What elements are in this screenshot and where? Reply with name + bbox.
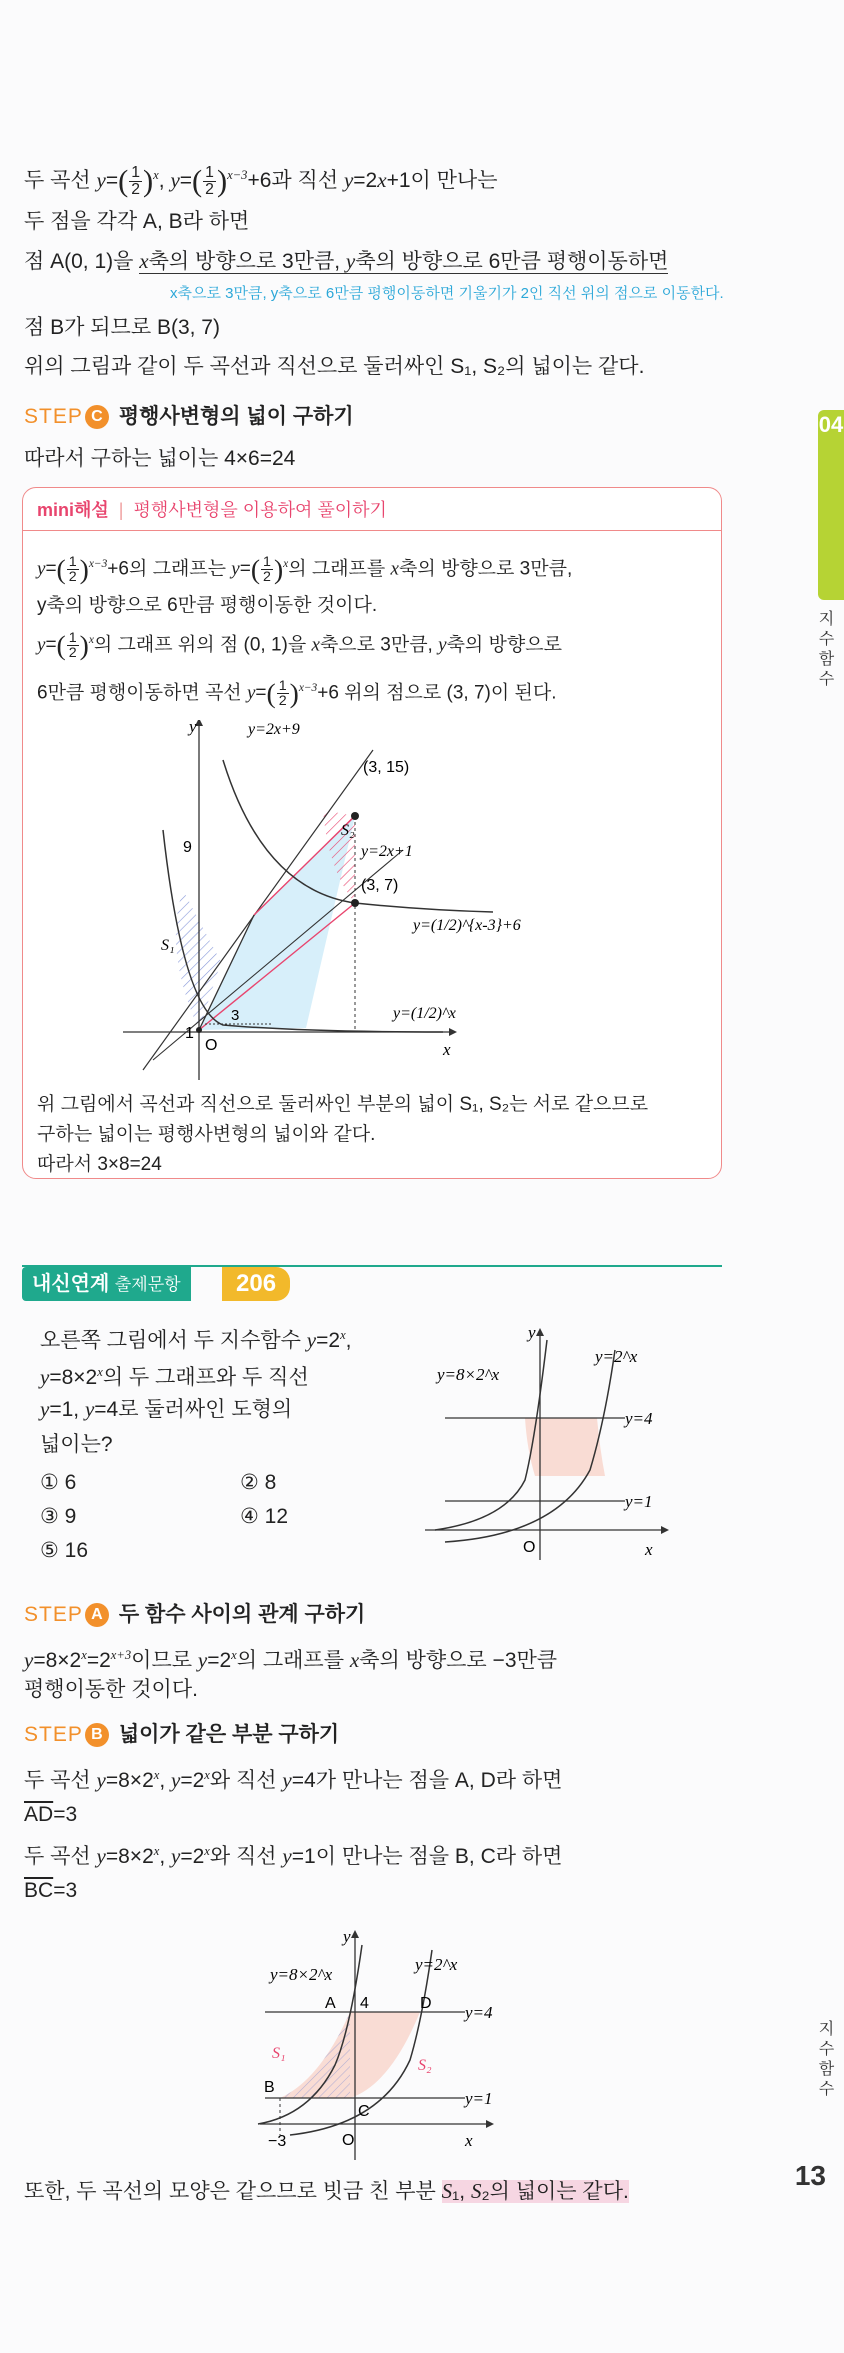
text-line-3: 점 A(0, 1)을 x축의 방향으로 3만큼, y축의 방향으로 6만큼 평행이동하면 [24,249,669,273]
svg-text:x: x [443,1040,451,1059]
mini-solution-box [22,487,722,1179]
problem-q2: $y=8\times 2^x$의 두 그래프와 두 직선 [40,1365,309,1389]
problem-q1: 오른쪽 그림에서 두 지수함수 $y=2^x$, [40,1328,352,1352]
svg-text:C: C [358,2103,370,2120]
svg-text:S₂: S₂ [341,822,355,839]
mini-line-3: y=( $\frac{1}{2}$ )$^x$의 그래프 위의 점 (0, 1)을 x축으로 3만큼, y축의 방향으로 [37,629,562,661]
step-a-line-1: $y=8\times 2^x=2^{x+3}$이므로 $y=2^x$의 그래프를 x축의 방향으로 −3만큼 [24,1648,558,1672]
svg-text:y=(1/2)^{x-3}+6: y=(1/2)^{x-3}+6 [413,917,521,934]
svg-text:S₁: S₁ [161,937,175,954]
choice-1[interactable]: ① 6 [40,1471,77,1494]
svg-text:y: y [189,720,197,736]
svg-text:y: y [343,1927,351,1946]
step-c-heading: STEP C 평행사변형의 넓이 구하기 [24,405,354,428]
choice-2[interactable]: ② 8 [240,1471,277,1494]
choice-3[interactable]: ③ 9 [40,1505,77,1528]
svg-text:y=2x+1: y=2x+1 [361,843,413,860]
svg-text:S₂: S₂ [418,2057,432,2074]
mini-header: mini해설 | 평행사변형을 이용하여 풀이하기 [37,500,387,520]
choice-4[interactable]: ④ 12 [240,1505,289,1528]
mini-line-2: y축의 방향으로 6만큼 평행이동한 것이다. [37,595,378,616]
chapter-number: 04 [818,412,844,437]
text-line-4: 점 B가 되므로 B(3, 7) [24,316,220,339]
step-b-line-2: $\overline{AD}=3$ [24,1803,78,1826]
blue-note: x축으로 3만큼, y축으로 6만큼 평행이동하면 기울기가 2인 직선 위의 점으로 이동한다. [170,285,724,302]
choice-5[interactable]: ⑤ 16 [40,1539,89,1562]
parallelogram-graph [123,720,623,1080]
page-number: 13 [794,2160,826,2191]
svg-text:y=8×2^x: y=8×2^x [270,1965,333,1984]
svg-text:S₁: S₁ [272,2045,286,2062]
curve-shifted [223,760,493,912]
step-b-line-1: 두 곡선 $y=8\times 2^x$, $y=2^x$와 직선 y=4가 만나는 점을 A, D라 하면 [24,1768,563,1792]
mini-line-1: y=( $\frac{1}{2}$ )$^{x-3}$+6의 그래프는 y=( $\frac{1}{2}$ )$^x$의 그래프를 x축의 방향으로 3만큼, [37,553,573,585]
mini-conclusion-3: 따라서 3×8=24 [37,1154,162,1175]
mini-conclusion-2: 구하는 넓이는 평행사변형의 넓이와 같다. [37,1124,376,1145]
problem-number: 206 [222,1267,290,1301]
side-text-top: 지수함수 [816,610,833,690]
svg-text:y=2^x: y=2^x [415,1955,458,1974]
text-line-5: 위의 그림과 같이 두 곡선과 직선으로 둘러싸인 S₁, S₂의 넓이는 같다. [24,355,645,378]
svg-text:O: O [523,1539,536,1556]
svg-text:y=2x+9: y=2x+9 [248,721,300,738]
svg-text:O: O [342,2132,355,2149]
problem-badge: 내신연계 출제문항 [22,1267,191,1301]
svg-text:O: O [205,1037,218,1054]
svg-text:3: 3 [231,1007,240,1024]
solution-graph [250,1920,550,2160]
svg-text:y=(1/2)^x: y=(1/2)^x [393,1005,456,1022]
step-b-line-3: 두 곡선 $y=8\times 2^x$, $y=2^x$와 직선 y=1이 만나는 점을 B, C라 하면 [24,1844,563,1868]
svg-text:x: x [645,1540,653,1559]
svg-text:y=1: y=1 [625,1492,653,1511]
step-b-heading: STEP B 넓이가 같은 부분 구하기 [24,1723,340,1746]
svg-text:y=2^x: y=2^x [595,1347,638,1366]
mini-line-4: 6만큼 평행이동하면 곡선 y=( $\frac{1}{2}$ )$^{x-3}$+6 위의 점으로 (3, 7)이 된다. [37,677,557,709]
svg-text:y=1: y=1 [465,2089,493,2108]
text-line-2: 두 점을 각각 A, B라 하면 [24,210,250,233]
svg-text:y=4: y=4 [625,1409,653,1428]
svg-text:B: B [264,2079,275,2096]
problem-graph [425,1320,695,1560]
svg-text:−3: −3 [268,2133,287,2150]
svg-text:D: D [420,1995,432,2012]
svg-text:y: y [528,1323,536,1342]
side-text-bottom: 지수함수 [816,2020,833,2100]
svg-text:x: x [465,2131,473,2150]
step-c-result: 따라서 구하는 넓이는 4×6=24 [24,447,296,470]
final-line: 또한, 두 곡선의 모양은 같으므로 빗금 친 부분 S₁, S₂의 넓이는 같다. [24,2179,629,2203]
svg-text:4: 4 [360,1995,369,2012]
svg-text:(3, 15): (3, 15) [363,759,410,776]
svg-text:y=8×2^x: y=8×2^x [437,1365,500,1384]
step-a-heading: STEP A 두 함수 사이의 관계 구하기 [24,1603,366,1626]
step-b-line-4: $\overline{BC}=3$ [24,1879,78,1902]
problem-q3: y=1, y=4로 둘러싸인 도형의 [40,1397,293,1421]
svg-text:1: 1 [185,1025,194,1042]
problem-q4: 넓이는? [40,1433,113,1456]
svg-text:9: 9 [183,839,192,856]
svg-text:y=4: y=4 [465,2003,493,2022]
step-a-line-2: 평행이동한 것이다. [24,1678,198,1701]
svg-text:(3, 7): (3, 7) [361,877,399,894]
text-line-1: 두 곡선 y=( $\frac{1}{2}$ )$^x$, y=( $\frac{1}{2}$ )$^{x-3}$+6과 직선 y=2x+1이 만나는 [24,164,498,198]
mini-conclusion-1: 위 그림에서 곡선과 직선으로 둘러싸인 부분의 넓이 S₁, S₂는 서로 같으므로 [37,1094,649,1115]
svg-text:A: A [325,1995,336,2012]
